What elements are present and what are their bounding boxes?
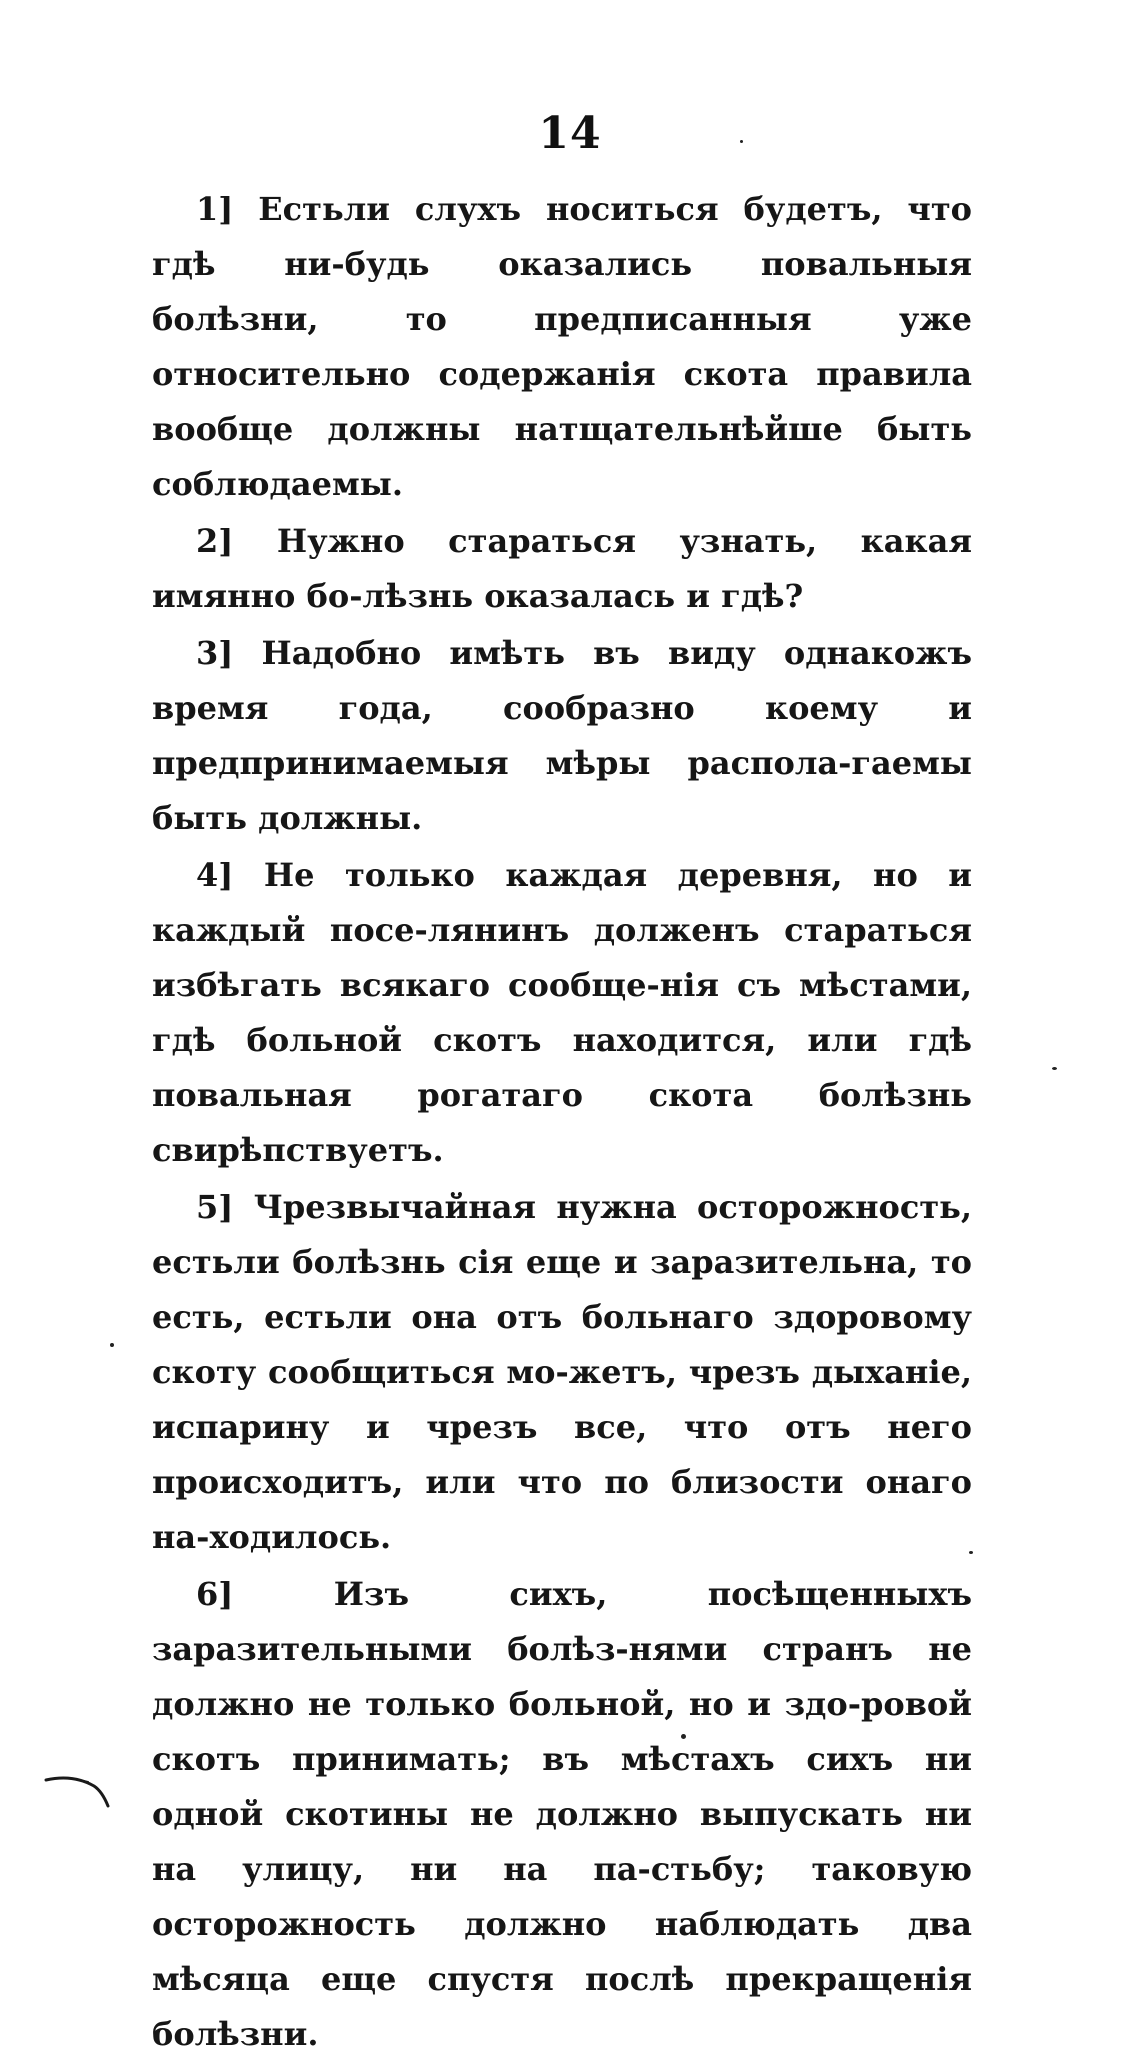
body-text <box>152 182 972 2062</box>
paragraph-6: 6] Изъ сихъ, посѣщенныхъ заразительными болѣз-нями странъ не должно не только больной, но и здо-ровой скотъ принимать; въ мѣстахъ сихъ ни одной скотины не должно выпускать ни на улицу, ни на па-стьбу; таковую осторожность должно наблюдать два мѣсяца еще спустя послѣ прекращенія болѣзни. <box>152 1575 972 2053</box>
paragraph-2: 2] Нужно стараться узнать, какая имянно бо-лѣзнь оказалась и гдѣ? <box>152 522 972 615</box>
scan-speck <box>110 1343 114 1347</box>
ink-mark-icon <box>44 1772 114 1812</box>
paragraph-4: 4] Не только каждая деревня, но и каждый посе-лянинъ долженъ стараться избѣгать всякаго сообще-нія съ мѣстами, гдѣ больной скотъ находится, или гдѣ повальная рогатаго скота болѣзнь свирѣпствуетъ. <box>152 856 972 1169</box>
scan-speck <box>681 1734 686 1739</box>
scan-speck <box>1052 1067 1057 1070</box>
scan-speck <box>969 1551 973 1554</box>
paragraph-5: 5] Чрезвычайная нужна осторожность, естьли болѣзнь сія еще и заразительна, то есть, естьли она отъ больнаго здоровому скоту сообщиться мо-жетъ, чрезъ дыханіе, испарину и чрезъ все, что отъ него происходитъ, или что по близости онаго на-ходилось. <box>152 1188 972 1556</box>
paragraph-3: 3] Надобно имѣть въ виду однакожъ время года, сообразно коему и предпринимаемыя мѣры распола-гаемы быть должны. <box>152 634 972 837</box>
paragraph-1: 1] Естьли слухъ носиться будетъ, что гдѣ ни-будь оказались повальныя болѣзни, то предписанныя уже относительно содержанія скота правила вообще должны натщательнѣйше быть соблюдаемы. <box>152 190 972 503</box>
page-number: 14 <box>538 108 602 159</box>
scan-speck <box>740 140 743 143</box>
